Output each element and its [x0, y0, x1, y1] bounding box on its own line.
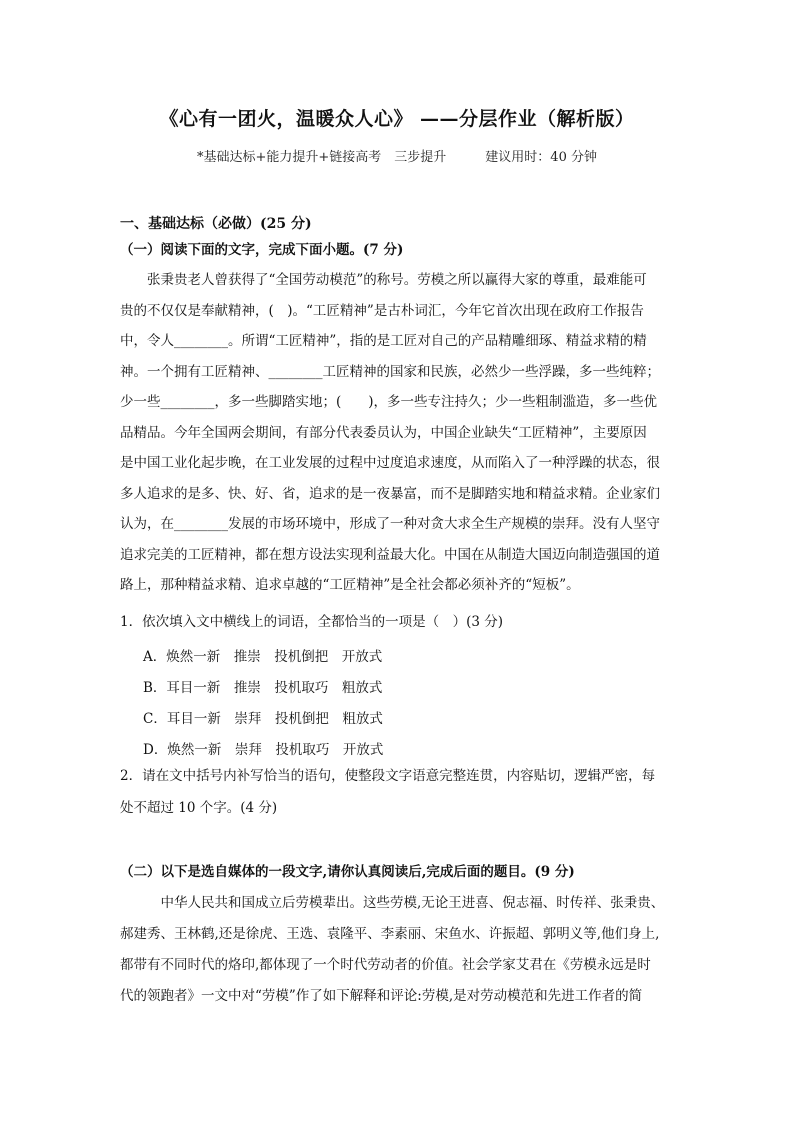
passage-line: 张秉贵老人曾获得了“全国劳动模范”的称号。劳模之所以赢得大家的尊重，最难能可	[120, 272, 647, 288]
passage-line: 神。一个拥有工匠精神、________工匠精神的国家和民族，必然少一些浮躁，多一些纯粹；	[120, 363, 660, 380]
option-d: D．焕然一新 崇拜 投机取巧 开放式	[143, 742, 384, 758]
passage-line: 郝建秀、王林鹤,还是徐虎、王选、袁隆平、李素丽、宋鱼水、许振超、郭明义等,他们身上,	[120, 926, 660, 942]
passage-line: 都带有不同时代的烙印,都体现了一个时代劳动者的价值。社会学家艾君在《劳模永远是时	[120, 957, 651, 973]
passage-line: 是中国工业化起步晚，在工业发展的过程中过度追求速度，从而陷入了一种浮躁的状态，很	[120, 455, 660, 471]
passage-line: 路上，那种精益求精、追求卓越的“工匠精神”是全社会都必须补齐的“短板”。	[120, 577, 580, 593]
section-heading: 一、基础达标（必做）(25 分)	[120, 216, 312, 232]
passage-line: 贵的不仅仅是奉献精神，( )。“工匠精神”是古朴词汇，今年它首次出现在政府工作报告	[120, 302, 644, 319]
question-1: 1．依次填入文中横线上的词语，全都恰当的一项是（ ）(3 分)	[120, 614, 504, 630]
passage-line: 中，令人________。所谓“工匠精神”，指的是工匠对自己的产品精雕细琢、精益求精的精	[120, 333, 647, 349]
passage-line: 中华人民共和国成立后劳模辈出。这些劳模,无论王进喜、倪志福、时传祥、张秉贵、	[120, 895, 665, 911]
passage-line: 多人追求的是多、快、好、省，追求的是一夜暴富，而不是脚踏实地和精益求精。企业家们	[120, 485, 660, 502]
passage-2	[120, 888, 680, 1012]
passage-line: 品精品。今年全国两会期间，有部分代表委员认为，中国企业缺失“工匠精神”，主要原因	[120, 424, 647, 441]
passage-line: 认为，在________发展的市场环境中，形成了一种对贪大求全生产规模的崇拜。没有人坚守	[120, 516, 660, 532]
question-2-line1: 2．请在文中括号内补写恰当的语句，使整段文字语意完整连贯，内容贴切，逻辑严密，每	[120, 768, 656, 784]
question-2-line2: 处不超过 10 个字。(4 分)	[120, 800, 278, 816]
passage-line: 少一些________，多一些脚踏实地；( )，多一些专注持久；少一些粗制滥造，多一些优	[120, 394, 658, 410]
option-b: B．耳目一新 推崇 投机取巧 粗放式	[143, 680, 383, 696]
part2-heading: （二）以下是选自媒体的一段文字,请你认真阅读后,完成后面的题目。(9 分)	[120, 864, 575, 880]
option-a: A．焕然一新 推崇 投机倒把 开放式	[143, 649, 383, 665]
option-c: C．耳目一新 崇拜 投机倒把 粗放式	[143, 711, 383, 727]
page-subtitle: *基础达标+能力提升+链接高考 三步提升 建议用时：40 分钟	[197, 150, 597, 165]
passage-line: 追求完美的工匠精神，都在想方设法实现利益最大化。中国在从制造大国迈向制造强国的道	[120, 546, 660, 563]
passage-1	[120, 265, 680, 601]
page-title: 《心有一团火，温暖众人心》 ——分层作业（解析版）	[159, 108, 635, 130]
part1-heading: （一）阅读下面的文字，完成下面小题。(7 分)	[120, 242, 404, 258]
passage-line: 代的领跑者》一文中对“劳模”作了如下解释和评论:劳模,是对劳动模范和先进工作者的简	[120, 988, 643, 1004]
